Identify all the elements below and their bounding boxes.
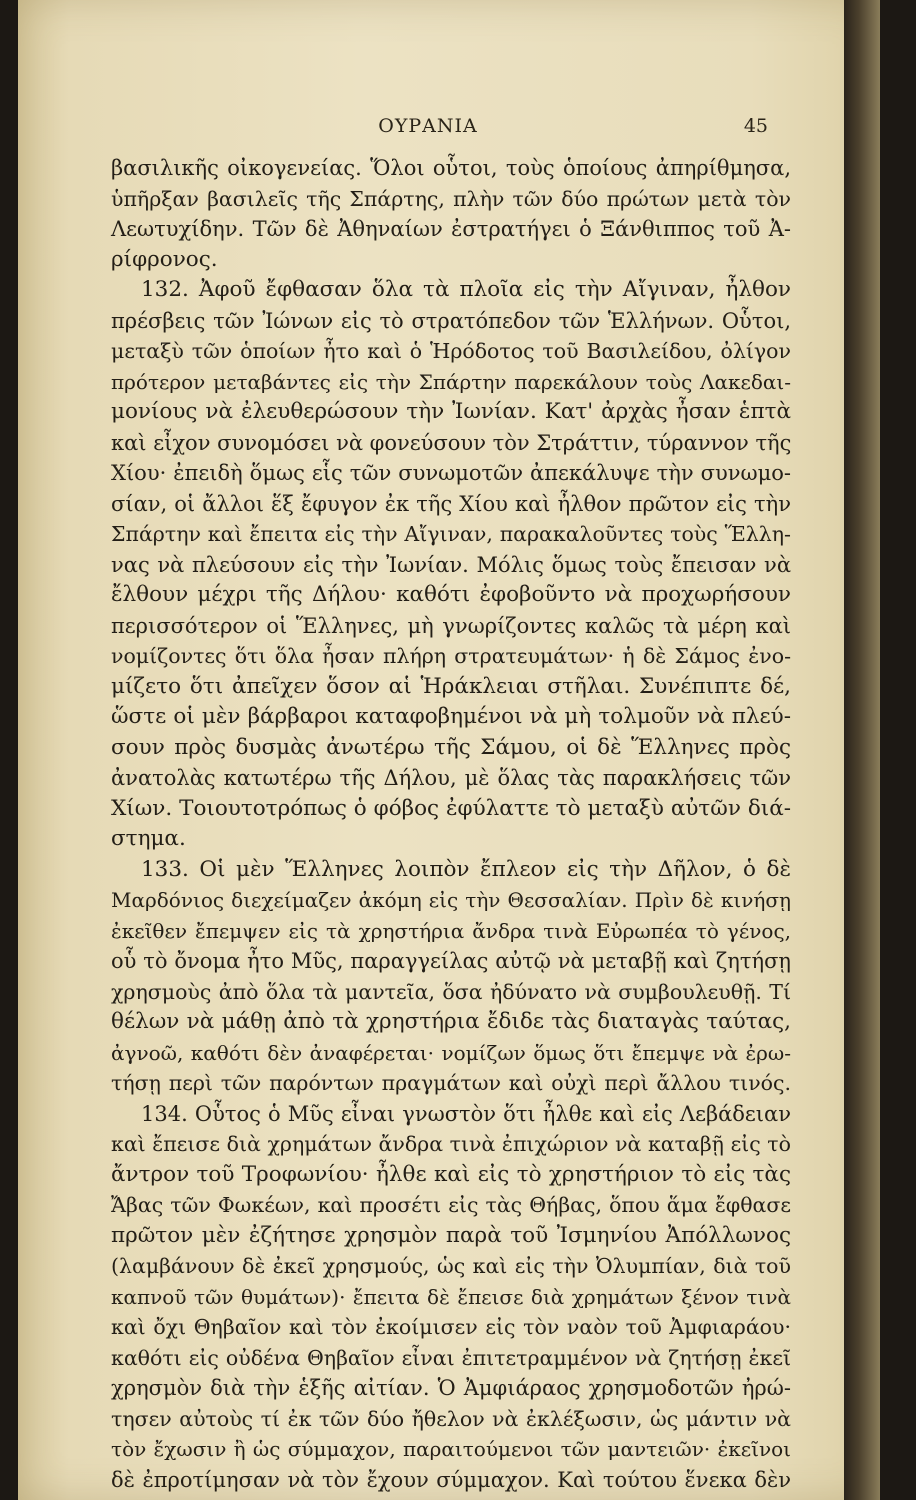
text-line: Λεωτυχίδην. Τῶν δὲ Ἀθηναίων ἐστρατήγει ὁ Ξάνθιππος τοῦ Ἀ- bbox=[111, 217, 791, 241]
text-line: ὑπῆρξαν βασιλεῖς τῆς Σπάρτης, πλὴν τῶν δύο πρώτων μετὰ τὸν bbox=[111, 186, 791, 211]
page-header bbox=[18, 115, 880, 145]
text-line: δὲ ἐπροτίμησαν νὰ τὸν ἔχουν σύμμαχον. Καὶ τούτου ἕνεκα δὲν bbox=[111, 1467, 791, 1492]
text-line: πρότερον μεταβάντες εἰς τὴν Σπάρτην παρεκάλουν τοὺς Λακεδαι- bbox=[111, 369, 791, 394]
text-line: καὶ ἔπεισε διὰ χρημάτων ἄνδρα τινὰ ἐπιχώριον νὰ καταβῇ εἰς τὸ bbox=[111, 1132, 791, 1156]
text-line: μονίους νὰ ἐλευθερώσουν τὴν Ἰωνίαν. Κατ' ἀρχὰς ἦσαν ἑπτὰ bbox=[111, 399, 791, 424]
text-line: καὶ ὄχι Θηβαῖον καὶ τὸν ἐκοίμισεν εἰς τὸν ναὸν τοῦ Ἀμφιαράου· bbox=[111, 1315, 791, 1339]
text-line: καὶ εἶχον συνομόσει νὰ φονεύσουν τὸν Στράττιν, τύραννον τῆς bbox=[111, 430, 792, 455]
text-line: (λαμβάνουν δὲ ἐκεῖ χρησμούς, ὡς καὶ εἰς τὴν Ὀλυμπίαν, διὰ τοῦ bbox=[111, 1254, 791, 1278]
text-line: τὸν ἔχωσιν ἢ ὡς σύμμαχον, παραιτούμενοι τῶν μαντειῶν· ἐκεῖνοι bbox=[111, 1437, 791, 1461]
text-line: στημα. bbox=[111, 826, 186, 851]
text-line: πρέσβεις τῶν Ἰώνων εἰς τὸ στρατόπεδον τῶν Ἑλλήνων. Οὗτοι, bbox=[111, 308, 791, 333]
text-line: σουν πρὸς δυσμὰς ἀνωτέρω τῆς Σάμου, οἱ δὲ Ἕλληνες πρὸς bbox=[111, 734, 791, 760]
text-line: 133. Οἱ μὲν Ἕλληνες λοιπὸν ἔπλεον εἰς τὴν Δῆλον, ὁ δὲ bbox=[141, 856, 791, 882]
text-line: Σπάρτην καὶ ἔπειτα εἰς τὴν Αἴγιναν, παρακαλοῦντες τοὺς Ἕλλη- bbox=[111, 522, 791, 546]
text-line: τήσῃ περὶ τῶν παρόντων πραγμάτων καὶ οὐχὶ περὶ ἄλλου τινός. bbox=[111, 1071, 791, 1095]
text-line: καθότι εἰς οὐδένα Θηβαῖον εἶναι ἐπιτετραμμένον νὰ ζητήσῃ ἐκεῖ bbox=[111, 1345, 791, 1370]
text-line: 132. Ἀφοῦ ἔφθασαν ὅλα τὰ πλοῖα εἰς τὴν Αἴγιναν, ἦλθον bbox=[141, 277, 791, 302]
text-line: μίζετο ὅτι ἀπεῖχεν ὅσον αἱ Ἡράκλειαι στῆλαι. Συνέπιπτε δέ, bbox=[111, 673, 791, 699]
page-edge-shadow bbox=[844, 0, 880, 1500]
text-line: ἐκεῖθεν ἔπεμψεν εἰς τὰ χρηστήρια ἄνδρα τινὰ Εὐρωπέα τὸ γένος, bbox=[111, 918, 791, 943]
text-line: καπνοῦ τῶν θυμάτων)· ἔπειτα δὲ ἔπεισε διὰ χρημάτων ξένον τινὰ bbox=[111, 1284, 791, 1309]
text-line: βασιλικῆς οἰκογενείας. Ὅλοι οὗτοι, τοὺς ὁποίους ἀπηρίθμησα, bbox=[111, 156, 791, 180]
text-line: πρῶτον μὲν ἐζήτησε χρησμὸν παρὰ τοῦ Ἰσμηνίου Ἀπόλλωνος bbox=[111, 1222, 791, 1248]
text-line: Χίου· ἐπειδὴ ὅμως εἷς τῶν συνωμοτῶν ἀπεκάλυψε τὴν συνωμο- bbox=[111, 461, 791, 485]
body-text bbox=[111, 153, 791, 1495]
text-line: 134. Οὗτος ὁ Μῦς εἶναι γνωστὸν ὅτι ἦλθε καὶ εἰς Λεβάδειαν bbox=[141, 1101, 791, 1126]
text-line: Ἄβας τῶν Φωκέων, καὶ προσέτι εἰς τὰς Θήβας, ὅπου ἅμα ἔφθασε bbox=[111, 1193, 791, 1217]
text-line: ἔλθουν μέχρι τῆς Δήλου· καθότι ἐφοβοῦντο νὰ προχωρήσουν bbox=[111, 582, 791, 607]
text-line: τησεν αὐτοὺς τί ἐκ τῶν δύο ἤθελον νὰ ἐκλέξωσιν, ὡς μάντιν νὰ bbox=[111, 1406, 791, 1431]
text-line: ἀγνοῶ, καθότι δὲν ἀναφέρεται· νομίζων ὅμως ὅτι ἔπεμψε νὰ ἐρω- bbox=[111, 1040, 791, 1065]
text-line: ρίφρονος. bbox=[111, 246, 218, 272]
text-line: ἀνατολὰς κατωτέρω τῆς Δήλου, μὲ ὅλας τὰς παρακλήσεις τῶν bbox=[111, 766, 791, 790]
text-line: νομίζοντες ὅτι ὅλα ἦσαν πλήρη στρατευμάτων· ἡ δὲ Σάμος ἐνο- bbox=[111, 644, 791, 668]
text-line: μεταξὺ τῶν ὁποίων ἦτο καὶ ὁ Ἡρόδοτος τοῦ Βασιλείδου, ὀλίγον bbox=[111, 339, 791, 363]
text-line: οὗ τὸ ὄνομα ἦτο Μῦς, παραγγείλας αὐτῷ νὰ μεταβῇ καὶ ζητήσῃ bbox=[111, 949, 791, 973]
text-line: νας νὰ πλεύσουν εἰς τὴν Ἰωνίαν. Μόλις ὅμως τοὺς ἔπεισαν νὰ bbox=[111, 552, 791, 577]
text-line: θέλων νὰ μάθῃ ἀπὸ τὰ χρηστήρια ἔδιδε τὰς διαταγὰς ταύτας, bbox=[111, 1009, 791, 1034]
book-page bbox=[18, 0, 880, 1500]
page-number: 45 bbox=[743, 115, 768, 137]
text-line: Χίων. Τοιουτοτρόπως ὁ φόβος ἐφύλαττε τὸ μεταξὺ αὐτῶν διά- bbox=[111, 795, 791, 821]
text-line: περισσότερον οἱ Ἕλληνες, μὴ γνωρίζοντες καλῶς τὰ μέρη καὶ bbox=[111, 613, 791, 638]
text-line: Μαρδόνιος διεχείμαζεν ἀκόμη εἰς τὴν Θεσσαλίαν. Πρὶν δὲ κινήσῃ bbox=[111, 888, 791, 912]
text-line: ὥστε οἱ μὲν βάρβαροι καταφοβημένοι νὰ μὴ τολμοῦν νὰ πλεύ- bbox=[111, 704, 791, 729]
text-line: χρησμοὺς ἀπὸ ὅλα τὰ μαντεῖα, ὅσα ἠδύνατο νὰ συμβουλευθῇ. Τί bbox=[111, 979, 791, 1004]
text-line: ἄντρον τοῦ Τροφωνίου· ἦλθε καὶ εἰς τὸ χρηστήριον τὸ εἰς τὰς bbox=[111, 1161, 791, 1187]
text-line: χρησμὸν διὰ τὴν ἑξῆς αἰτίαν. Ὁ Ἀμφιάραος χρησμοδοτῶν ἠρώ- bbox=[111, 1376, 791, 1400]
text-line: σίαν, οἱ ἄλλοι ἕξ ἔφυγον ἐκ τῆς Χίου καὶ ἦλθον πρῶτον εἰς τὴν bbox=[111, 491, 791, 516]
running-title: ΟΥΡΑΝΙΑ bbox=[378, 115, 478, 137]
